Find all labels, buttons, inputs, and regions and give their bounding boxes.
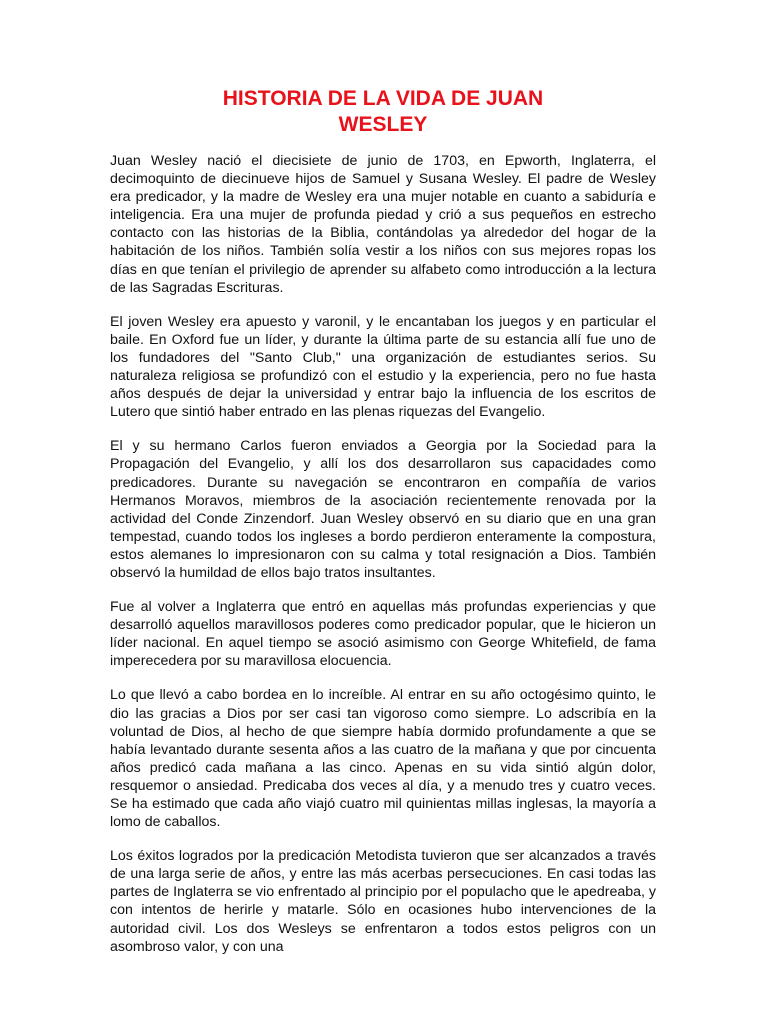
paragraph-5: Lo que llevó a cabo bordea en lo increíble. Al entrar en su año octogésimo quinto, le dio las gracias a Dios por ser casi tan vigoroso como siempre. Lo adscribía en la voluntad de Dios, al hecho de que siempre había dormido profundamente a que se había levantado durante sesenta años a las cuatro de la mañana y que por cincuenta años predicó cada mañana a las cinco. Apenas en su vida sintió algún dolor, resquemor o ansiedad. Predicaba dos veces al día, y a menudo tres y cuatro veces. Se ha estimado que cada año viajó cuatro mil quinientas millas inglesas, la mayoría a lomo de caballos. — [110, 687, 656, 831]
title-line-2: WESLEY — [338, 113, 428, 136]
title-line-1: HISTORIA DE LA VIDA DE JUAN — [222, 87, 544, 110]
paragraph-2: El joven Wesley era apuesto y varonil, y le encantaban los juegos y en particular el baile. En Oxford fue un líder, y durante la última parte de su estancia allí fue uno de los fundadores del "Santo Club," una organización de estudiantes serios. Su naturaleza religiosa se profundizó con el estudio y la experiencia, pero no fue hasta años después de dejar la universidad y entrar bajo la influencia de los escritos de Lutero que sintió haber entrado en las plenas riquezas del Evangelio. — [110, 313, 656, 421]
paragraph-1: Juan Wesley nació el diecisiete de junio de 1703, en Epworth, Inglaterra, el decimoquinto de diecinueve hijos de Samuel y Susana Wesley. El padre de Wesley era predicador, y la madre de Wesley era una mujer notable en cuanto a sabiduría e inteligencia. Era una mujer de profunda piedad y crió a sus pequeños en estrecho contacto con las historias de la Biblia, contándolas ya alrededor del hogar de la habitación de los niños. También solía vestir a los niños con sus mejores ropas los días en que tenían el privilegio de aprender su alfabeto como introducción a la lectura de las Sagradas Escrituras. — [110, 153, 656, 296]
paragraph-4: Fue al volver a Inglaterra que entró en aquellas más profundas experiencias y que desarrolló aquellos maravillosos poderes como predicador popular, que le hicieron un líder nacional. En aquel tiempo se asoció asimismo con George Whitefield, de fama imperecedera por su maravillosa elocuencia. — [110, 599, 656, 670]
document-title — [110, 86, 656, 138]
paragraph-3: El y su hermano Carlos fueron enviados a Georgia por la Sociedad para la Propagación del Evangelio, y allí los dos desarrollaron sus capacidades como predicadores. Durante su navegación se encontraron en compañía de varios Hermanos Moravos, miembros de la asociación recientemente renovada por la actividad del Conde Zinzendorf. Juan Wesley observó en su diario que en una gran tempestad, cuando todos los ingleses a bordo perdieron enteramente la compostura, estos alemanes lo impresionaron con su calma y total resignación a Dios. También observó la humildad de ellos bajo tratos insultantes. — [110, 438, 656, 581]
paragraph-6: Los éxitos logrados por la predicación Metodista tuvieron que ser alcanzados a través de una larga serie de años, y entre las más acerbas persecuciones. En casi todas las partes de Inglaterra se vio enfrentado al principio por el populacho que le apedreaba, y con intentos de herirle y matarle. Sólo en ocasiones hubo intervenciones de la autoridad civil. Los dos Wesleys se enfrentaron a todos estos peligros con un asombroso valor, y con una — [110, 848, 656, 955]
